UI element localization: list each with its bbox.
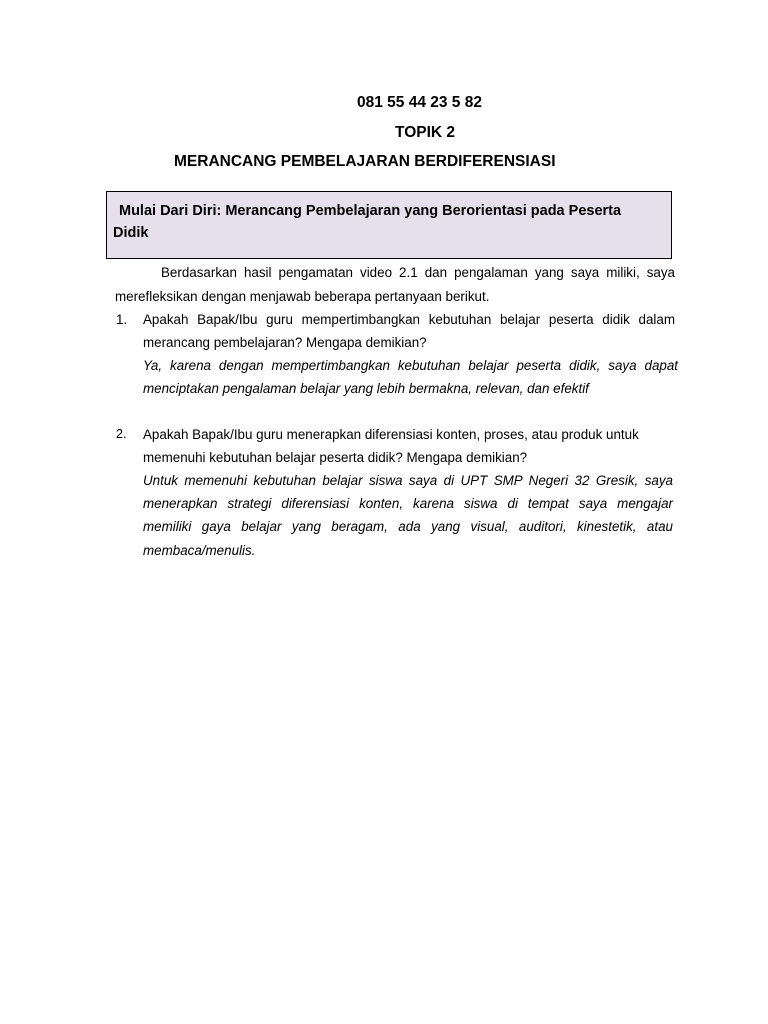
answer-text-line: Ya, karena dengan mempertimbangkan kebutuhan belajar peserta didik, saya dapat — [143, 358, 678, 373]
phone-number: 081 55 44 23 5 82 — [357, 94, 482, 111]
intro-line-1: Berdasarkan hasil pengamatan video 2.1 dan pengalaman yang saya miliki, saya — [161, 265, 675, 280]
question-text-line: Apakah Bapak/Ibu guru mempertimbangkan kebutuhan belajar peserta didik dalam — [143, 312, 675, 327]
answer-text-line: membaca/menulis. — [143, 543, 256, 558]
answer-text-line: Untuk memenuhi kebutuhan belajar siswa saya di UPT SMP Negeri 32 Gresik, saya — [143, 473, 673, 488]
question-number: 1. — [116, 312, 128, 327]
topic-title: MERANCANG PEMBELAJARAN BERDIFERENSIASI — [174, 153, 556, 170]
answer-text-line: memiliki gaya belajar yang beragam, ada yang visual, auditori, kinestetik, atau — [143, 519, 673, 534]
answer-text-line: menciptakan pengalaman belajar yang lebih bermakna, relevan, dan efektif — [143, 381, 589, 396]
question-text-line: Apakah Bapak/Ibu guru menerapkan diferensiasi konten, proses, atau produk untuk — [143, 427, 639, 442]
question-text-line: merancang pembelajaran? Mengapa demikian? — [143, 335, 427, 350]
answer-text-line: menerapkan strategi diferensiasi konten, karena siswa di tempat saya mengajar — [143, 496, 673, 511]
question-number: 2. — [116, 427, 127, 441]
section-title-box — [106, 191, 672, 259]
question-text-line: memenuhi kebutuhan belajar peserta didik? Mengapa demikian? — [143, 450, 528, 465]
section-title-line-2: Didik — [113, 225, 149, 241]
topic-label: TOPIK 2 — [395, 124, 456, 141]
intro-line-2: merefleksikan dengan menjawab beberapa pertanyaan berikut. — [115, 289, 490, 304]
section-title-line-1: Mulai Dari Diri: Merancang Pembelajaran yang Berorientasi pada Peserta — [119, 203, 622, 219]
